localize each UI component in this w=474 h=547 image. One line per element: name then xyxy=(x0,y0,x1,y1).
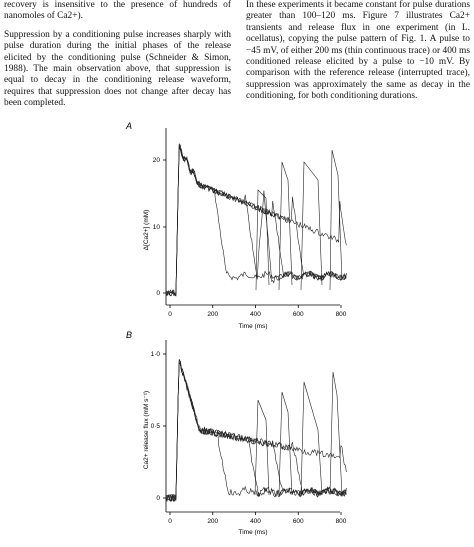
x-tick-label: 0 xyxy=(168,518,172,525)
y-ticks xyxy=(153,157,166,297)
x-tick-label: 400 xyxy=(250,311,261,318)
trace-peak xyxy=(255,400,269,495)
paragraph: recovery is insensitive to the presence of hundreds of nanomoles of Ca2+). xyxy=(4,0,231,22)
y-ticks xyxy=(151,351,166,502)
y-tick-label: 10 xyxy=(152,224,160,231)
x-ticks xyxy=(168,512,347,525)
y-tick-label: 1·0 xyxy=(150,351,160,358)
trace-peak xyxy=(330,150,342,290)
x-axis-label: Time (ms) xyxy=(238,529,268,536)
y-axis-label: Δ[Ca2+] (mM) xyxy=(143,209,150,251)
trace-line xyxy=(166,361,346,501)
x-tick-label: 600 xyxy=(292,518,304,525)
x-tick-label: 200 xyxy=(207,311,219,318)
x-tick-label: 200 xyxy=(207,518,219,525)
y-tick-label: 0 xyxy=(156,495,160,502)
x-tick-label: 800 xyxy=(335,518,347,525)
x-axis-label: Time (ms) xyxy=(238,323,268,330)
trace-peak xyxy=(279,162,292,290)
panel-label: B xyxy=(126,330,133,340)
panel-a xyxy=(125,121,347,330)
y-tick-label: 20 xyxy=(152,157,160,164)
trace-line xyxy=(166,359,346,501)
y-axis-label: Ca2+ release flux (mM s⁻¹) xyxy=(143,390,150,470)
x-tick-label: 400 xyxy=(250,518,261,525)
x-tick-label: 0 xyxy=(168,311,172,318)
trace-peak xyxy=(279,392,292,495)
trace-line xyxy=(166,361,346,500)
y-tick-label: 0 xyxy=(156,290,160,297)
trace-peak xyxy=(301,382,322,495)
x-tick-label: 800 xyxy=(335,311,347,318)
x-tick-label: 600 xyxy=(292,311,304,318)
trace-line xyxy=(166,363,346,502)
paragraph: Suppression by a conditioning pulse increases sharply with pulse duration during the initial phases of the release elicited by the conditioning pulse (Schneider & Simon, 1988). The main observation above, that suppression is equal to decay in the conditioning release waveform, requires that suppression does not change after decay has been completed. xyxy=(4,29,231,109)
trace-line xyxy=(166,362,346,501)
trace-peak xyxy=(330,372,342,495)
panel-b xyxy=(126,330,347,536)
y-tick-label: 0·5 xyxy=(150,423,160,430)
paragraph: In these experiments it became constant for pulse durations greater than 100–120 ms. Figure 7 illustrates Ca2+ transients and release flux in one experiment (in L. ocellatus), copying the pulse pattern of Fig. 1. A pulse to −45 mV, of either 200 ms (thin continuous trace) or 400 ms conditioned release elicited by a pulse to −10 mV. By comparison with the reference release (interrupted trace), suppression was approximately the same as decay in the conditioning, for both conditioning durations. xyxy=(246,0,470,102)
traces xyxy=(166,144,346,296)
x-ticks xyxy=(168,305,347,318)
traces xyxy=(166,359,346,501)
panel-label: A xyxy=(126,121,133,131)
